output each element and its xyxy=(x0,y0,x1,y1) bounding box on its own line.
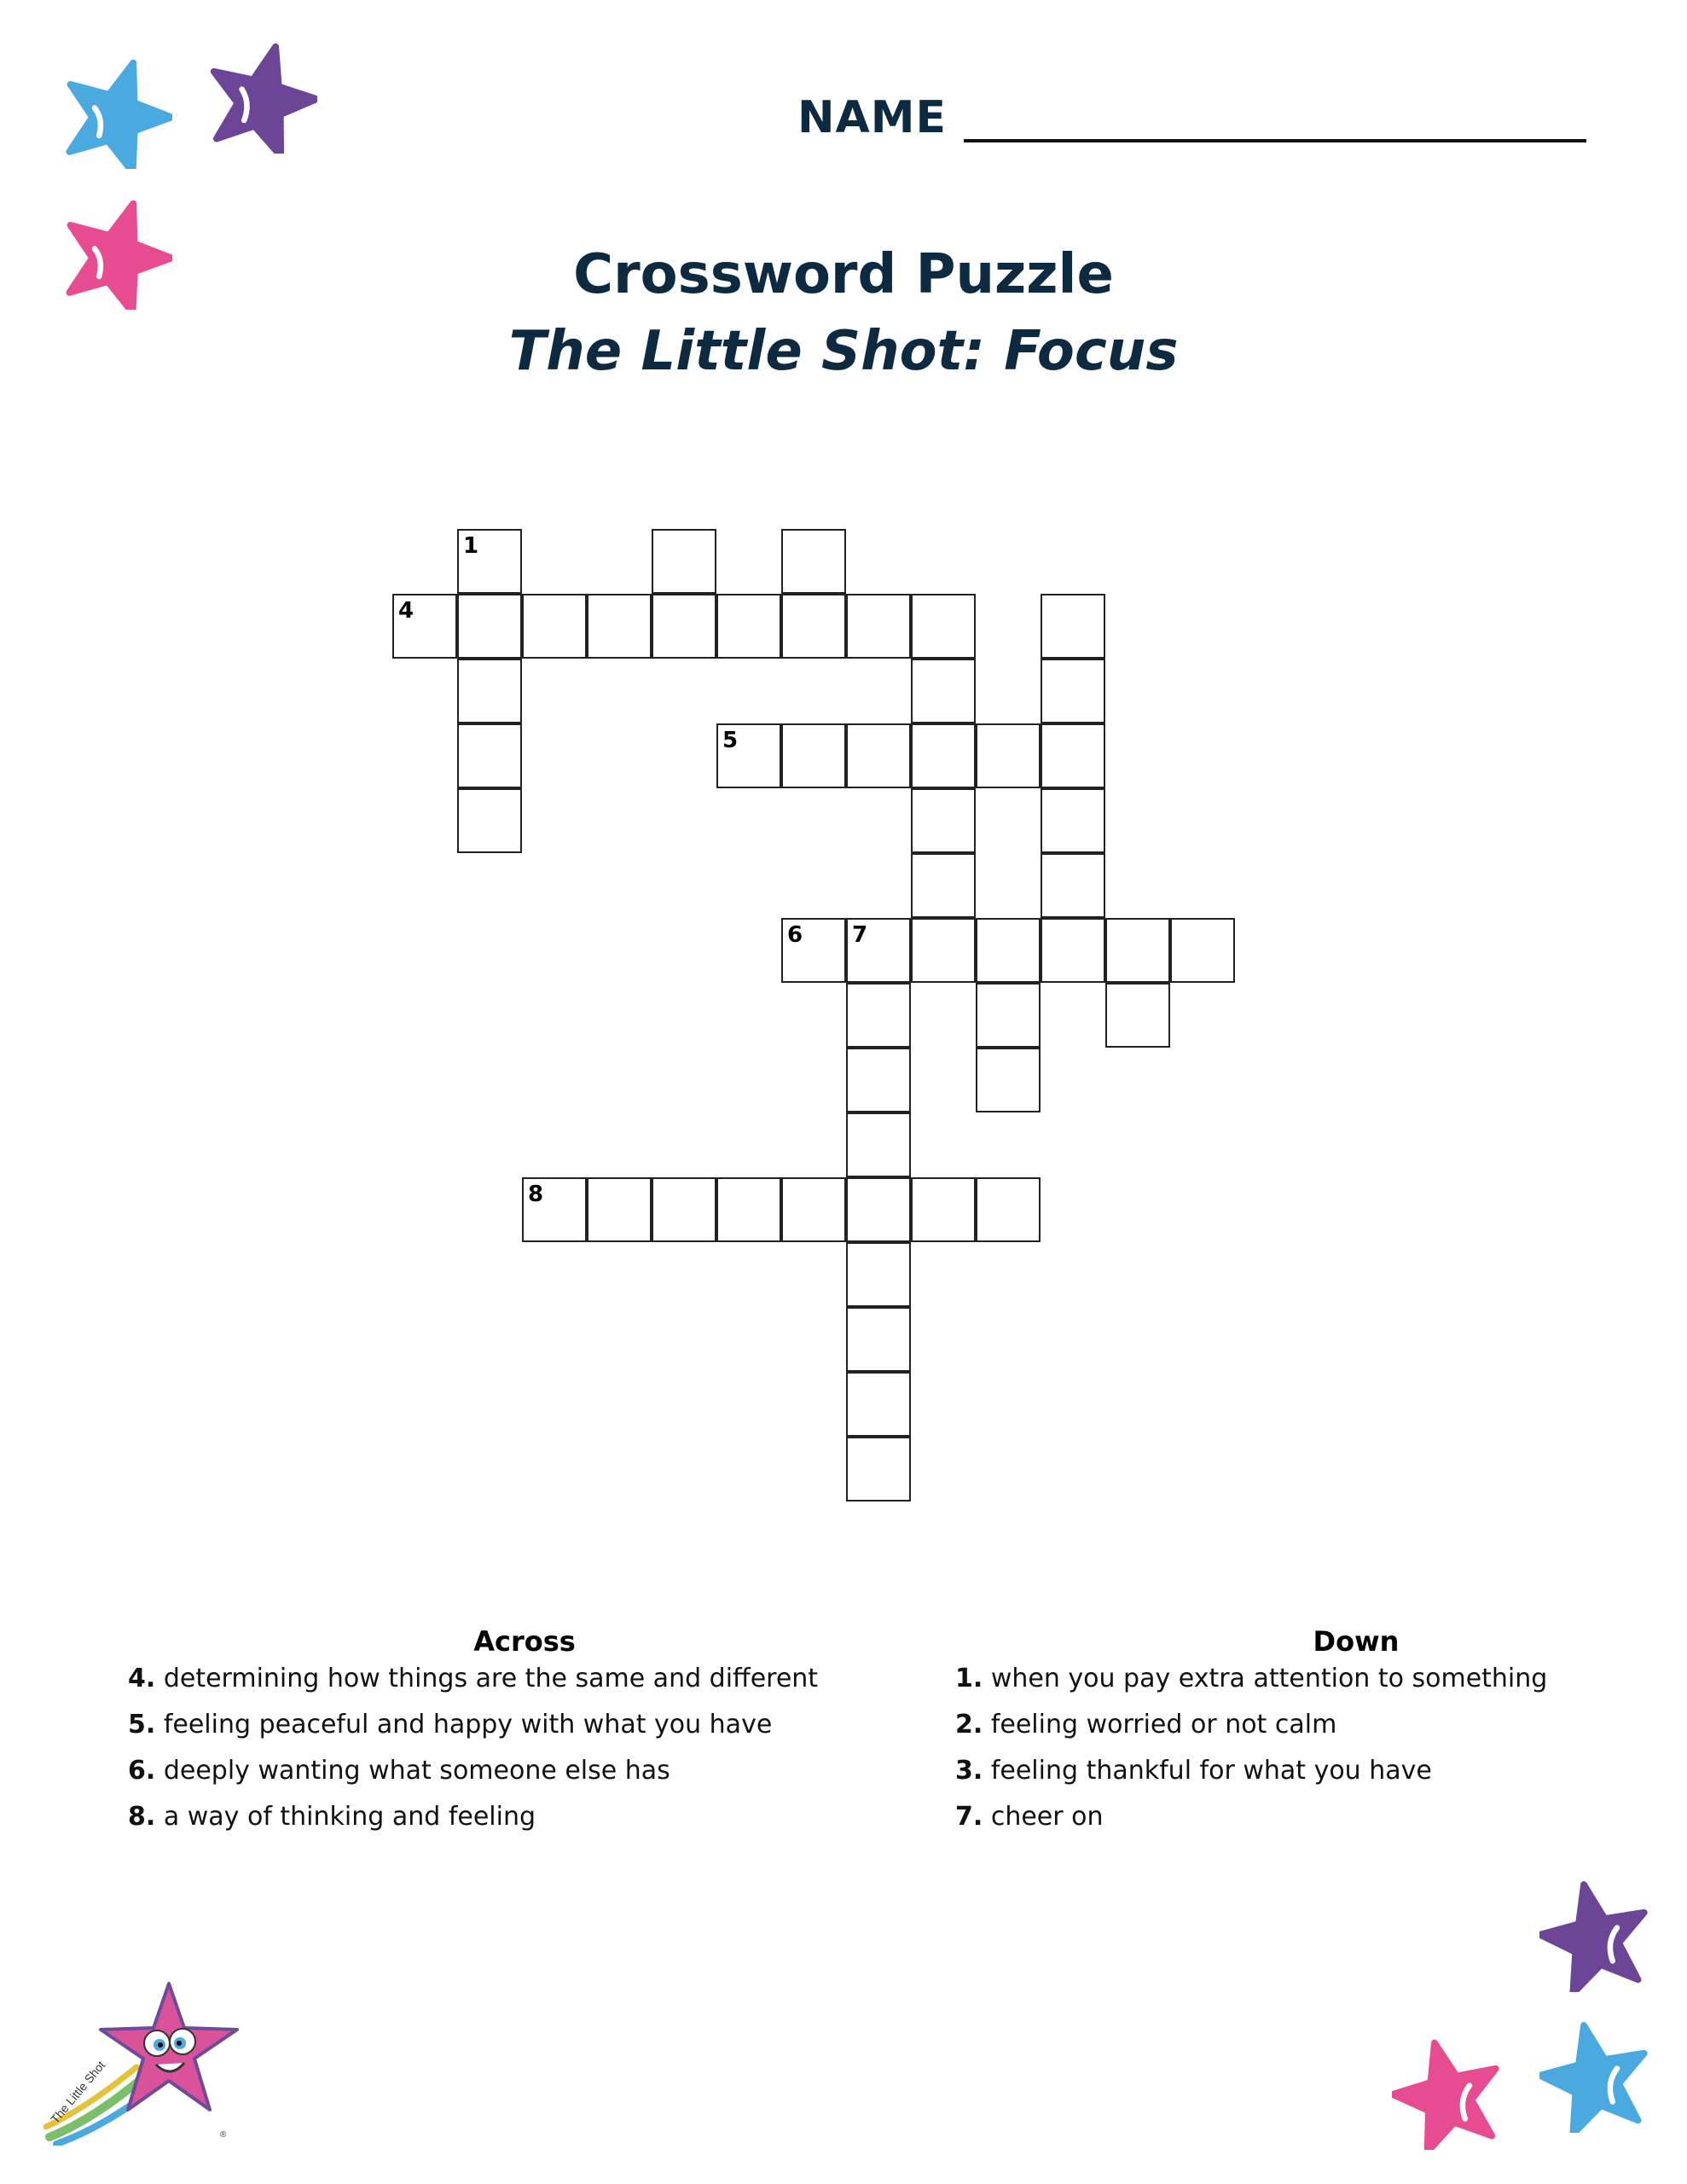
little-shot-logo xyxy=(41,1975,254,2146)
crossword-grid xyxy=(392,529,1245,1510)
crossword-cell[interactable] xyxy=(1105,983,1170,1048)
crossword-cell[interactable] xyxy=(781,723,846,788)
clue-number: 1 xyxy=(463,533,479,559)
crossword-cell[interactable] xyxy=(781,918,846,983)
down-clue xyxy=(955,1756,1432,1786)
crossword-cell[interactable] xyxy=(911,659,976,723)
crossword-cell[interactable] xyxy=(1170,918,1235,983)
crossword-cell[interactable] xyxy=(716,1177,781,1242)
name-blank-line[interactable] xyxy=(964,139,1586,142)
crossword-cell[interactable] xyxy=(457,529,522,594)
clue-text: feeling worried or not calm xyxy=(990,1710,1337,1740)
clue-num: 2. xyxy=(955,1710,983,1740)
crossword-cell[interactable] xyxy=(652,529,716,594)
down-clue xyxy=(955,1664,1547,1693)
clue-num: 4. xyxy=(128,1664,156,1693)
crossword-cell[interactable] xyxy=(1041,788,1105,853)
crossword-cell[interactable] xyxy=(911,918,976,983)
clue-number: 7 xyxy=(852,922,868,948)
logo-text: The Little Shot xyxy=(48,2058,108,2126)
crossword-cell[interactable] xyxy=(911,594,976,659)
pink-star-icon xyxy=(1392,2039,1503,2150)
clue-number: 4 xyxy=(398,598,415,624)
crossword-cell[interactable] xyxy=(1041,723,1105,788)
down-heading: Down xyxy=(1313,1625,1400,1658)
crossword-cell[interactable] xyxy=(1041,853,1105,918)
crossword-cell[interactable] xyxy=(846,1307,911,1372)
clue-text: feeling thankful for what you have xyxy=(990,1756,1432,1786)
crossword-cell[interactable] xyxy=(392,594,457,659)
crossword-cell[interactable] xyxy=(911,1177,976,1242)
clue-num: 5. xyxy=(128,1710,156,1740)
clue-text: feeling peaceful and happy with what you have xyxy=(163,1710,773,1740)
crossword-cell[interactable] xyxy=(457,788,522,853)
crossword-cell[interactable] xyxy=(911,723,976,788)
crossword-cell[interactable] xyxy=(976,1048,1041,1112)
crossword-cell[interactable] xyxy=(846,918,911,983)
crossword-cell[interactable] xyxy=(846,1048,911,1112)
clue-text: a way of thinking and feeling xyxy=(163,1802,536,1832)
crossword-cell[interactable] xyxy=(911,853,976,918)
crossword-cell[interactable] xyxy=(1041,594,1105,659)
crossword-cell[interactable] xyxy=(522,594,587,659)
down-clue xyxy=(955,1710,1336,1740)
crossword-cell[interactable] xyxy=(846,1242,911,1307)
clue-num: 7. xyxy=(955,1802,983,1832)
crossword-cell[interactable] xyxy=(587,1177,652,1242)
clue-text: cheer on xyxy=(990,1802,1104,1832)
crossword-cell[interactable] xyxy=(1041,918,1105,983)
crossword-cell[interactable] xyxy=(457,659,522,723)
crossword-cell[interactable] xyxy=(522,1177,587,1242)
crossword-cell[interactable] xyxy=(846,723,911,788)
clue-text: when you pay extra attention to something xyxy=(990,1664,1548,1693)
crossword-cell[interactable] xyxy=(781,1177,846,1242)
crossword-cell[interactable] xyxy=(846,594,911,659)
crossword-cell[interactable] xyxy=(846,1437,911,1502)
crossword-cell[interactable] xyxy=(716,594,781,659)
across-clue xyxy=(128,1802,536,1832)
crossword-cell[interactable] xyxy=(1105,918,1170,983)
blue-star-icon xyxy=(1539,2022,1650,2133)
crossword-cell[interactable] xyxy=(911,788,976,853)
crossword-cell[interactable] xyxy=(457,723,522,788)
clue-num: 1. xyxy=(955,1664,983,1693)
svg-text:®: ® xyxy=(220,2130,227,2140)
crossword-cell[interactable] xyxy=(781,529,846,594)
crossword-cell[interactable] xyxy=(781,594,846,659)
across-heading: Across xyxy=(473,1625,576,1658)
page-subtitle: The Little Shot: Focus xyxy=(508,320,1179,383)
crossword-cell[interactable] xyxy=(846,1177,911,1242)
clue-num: 3. xyxy=(955,1756,983,1786)
clue-number: 6 xyxy=(787,922,803,948)
blue-star-icon xyxy=(61,58,172,169)
crossword-cell[interactable] xyxy=(716,723,781,788)
down-clue xyxy=(955,1802,1104,1832)
crossword-cell[interactable] xyxy=(846,1112,911,1177)
clue-num: 8. xyxy=(128,1802,156,1832)
across-clue xyxy=(128,1756,670,1786)
crossword-cell[interactable] xyxy=(976,723,1041,788)
purple-star-icon xyxy=(1539,1881,1650,1992)
page-title: Crossword Puzzle xyxy=(573,243,1114,306)
clue-text: determining how things are the same and different xyxy=(163,1664,819,1693)
across-clue xyxy=(128,1664,818,1693)
crossword-cell[interactable] xyxy=(976,1177,1041,1242)
clue-number: 5 xyxy=(722,728,739,753)
crossword-cell[interactable] xyxy=(976,983,1041,1048)
crossword-cell[interactable] xyxy=(652,1177,716,1242)
crossword-cell[interactable] xyxy=(652,594,716,659)
purple-star-icon xyxy=(206,43,317,154)
crossword-cell[interactable] xyxy=(976,918,1041,983)
clue-number: 8 xyxy=(528,1182,544,1207)
name-label: NAME xyxy=(797,92,948,143)
across-clue xyxy=(128,1710,772,1740)
crossword-cell[interactable] xyxy=(1041,659,1105,723)
clue-num: 6. xyxy=(128,1756,156,1786)
crossword-cell[interactable] xyxy=(846,1372,911,1437)
crossword-cell[interactable] xyxy=(457,594,522,659)
clue-text: deeply wanting what someone else has xyxy=(163,1756,670,1786)
crossword-cell[interactable] xyxy=(587,594,652,659)
crossword-cell[interactable] xyxy=(846,983,911,1048)
